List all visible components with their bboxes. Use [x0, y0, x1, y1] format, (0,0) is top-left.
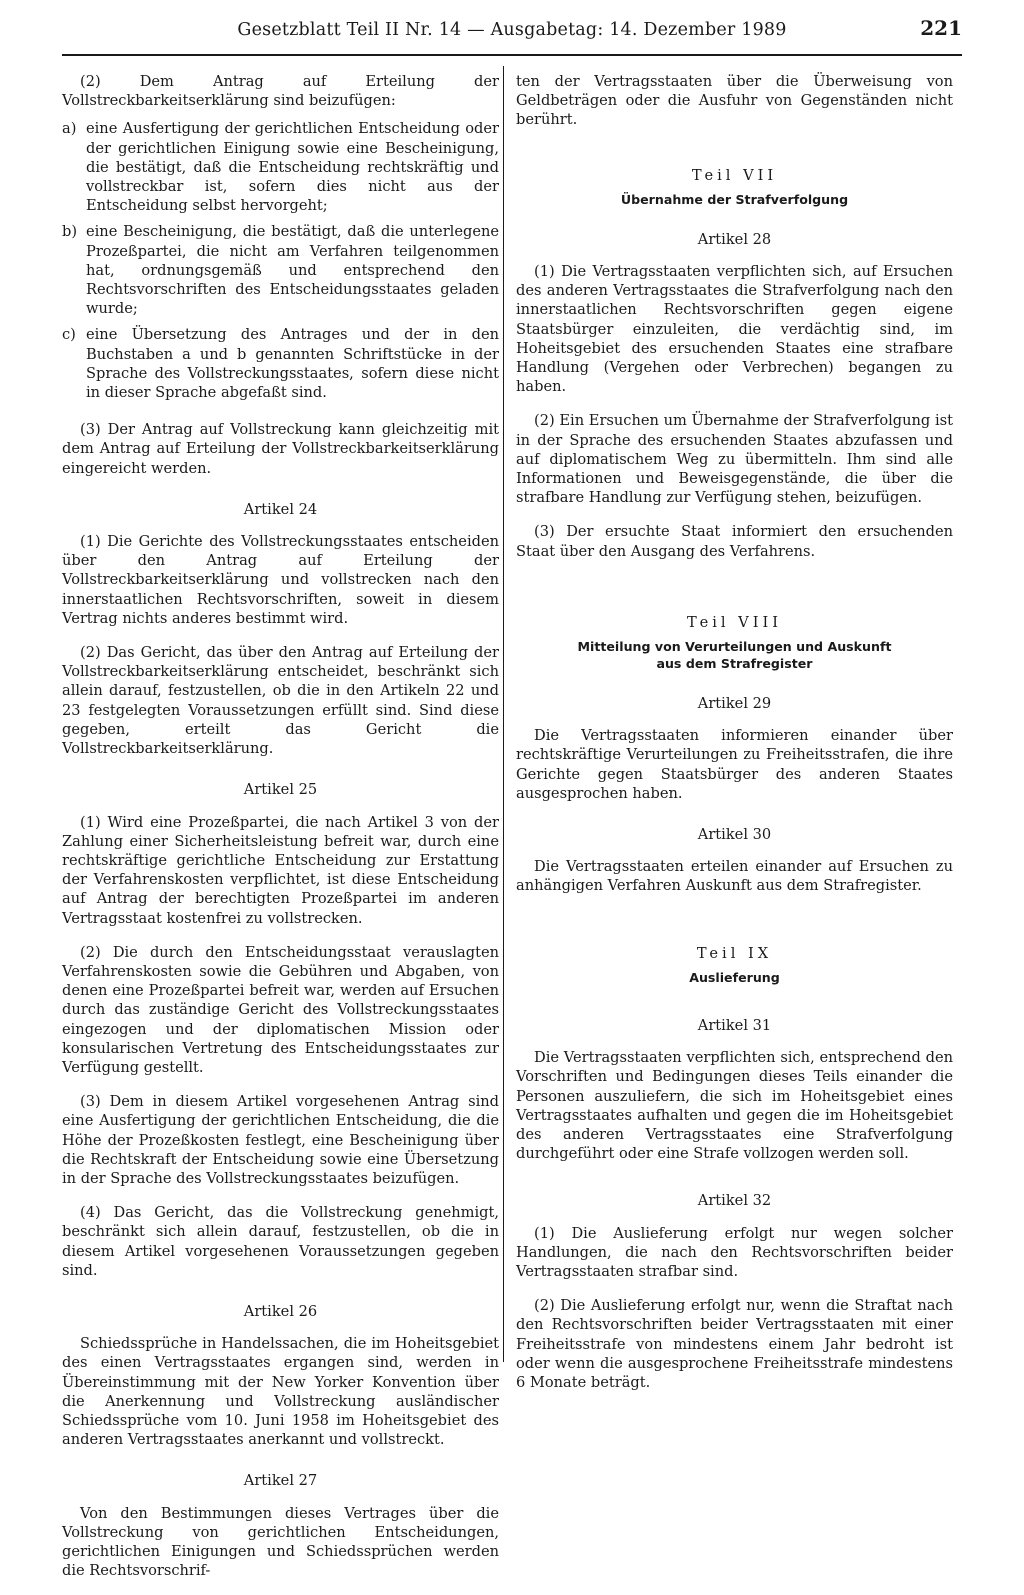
paragraph: (2) Das Gericht, das über den Antrag auf Erteilung der Vollstreckbarkeitserklärung entscheidet, beschränkt sich allein darauf, festzustellen, ob die in den Artikeln 22 und 23 festgelegten Voraussetzungen erfüllt sind. Sind diese gegeben, erteilt das Gericht die Vollstreckbarkeitserklärung. [62, 644, 499, 758]
paragraph: (3) Der Antrag auf Vollstreckung kann gleichzeitig mit dem Antrag auf Erteilung der Vollstreckbarkeitserklärung eingereicht werden. [62, 421, 499, 477]
article-heading: Artikel 27 [243, 1472, 318, 1490]
article-heading: Artikel 28 [697, 230, 772, 248]
paragraph: (3) Der ersuchte Staat informiert den ersuchenden Staat über den Ausgang des Verfahrens. [516, 523, 953, 560]
paragraph: (1) Wird eine Prozeßpartei, die nach Artikel 3 von der Zahlung einer Sicherheitsleistung befreit war, durch eine rechtskräftige gerichtliche Entscheidung zur Erstattung der Verfahrenskosten verpflichtet, ist diese Entscheidung auf Antrag der berechtigten Prozeßpartei im anderen Vertragsstaat kostenfrei zu vollstrecken. [62, 813, 499, 927]
part-title [516, 638, 953, 672]
part-heading: Teil IX [696, 944, 773, 962]
list-text: eine Ausfertigung der gerichtlichen Entscheidung oder der gerichtlichen Einigung sowie eine Bescheinigung, die bestätigt, daß die Entscheidung rechtskräftig und vollstreckbar ist, sofern dies nicht aus der Entscheidung selbst hervorgeht; [86, 120, 499, 215]
list-item [62, 325, 499, 402]
left-column [62, 72, 499, 1595]
paragraph: (2) Dem Antrag auf Erteilung der Vollstreckbarkeitserklärung sind beizufügen: [62, 73, 499, 110]
list-item [62, 119, 499, 215]
paragraph: (1) Die Vertragsstaaten verpflichten sich, auf Ersuchen des anderen Vertragsstaates die Strafverfolgung nach den innerstaatlichen Rechtsvorschriften gegen eigene Staatsbürger einzuleiten, die verdächtig sind, im Hoheitsgebiet des ersuchenden Staates eine strafbare Handlung (Vergehen oder Verbrechen) begangen zu haben. [516, 263, 953, 396]
paragraph: ten der Vertragsstaaten über die Überweisung von Geldbeträgen oder die Ausfuhr von Gegenständen nicht berührt. [516, 73, 953, 129]
paragraph: Die Vertragsstaaten informieren einander über rechtskräftige Verurteilungen zu Freiheitsstrafen, die ihre Gerichte gegen Staatsbürger des anderen Staates ausgesprochen haben. [516, 727, 953, 802]
article-heading: Artikel 32 [697, 1192, 772, 1210]
part-heading: Teil VIII [686, 613, 783, 631]
list-label: c) [62, 326, 76, 344]
list-label: b) [62, 223, 78, 241]
part-heading: Teil VII [691, 166, 778, 184]
article-heading: Artikel 25 [243, 781, 318, 799]
paragraph: (3) Dem in diesem Artikel vorgesehenen Antrag sind eine Ausfertigung der gerichtlichen Entscheidung, die die Höhe der Prozeßkosten festlegt, eine Bescheinigung über die Rechtskraft der Entscheidung sowie eine Übersetzung in der Sprache des Vollstreckungsstaates beizufügen. [62, 1093, 499, 1187]
paragraph: (2) Die Auslieferung erfolgt nur, wenn die Straftat nach den Rechtsvorschriften beider Vertragsstaaten mit einer Freiheitsstrafe von mindestens einem Jahr bedroht ist oder wenn die ausgesprochene Freiheitsstrafe mindestens 6 Monate beträgt. [516, 1297, 953, 1391]
paragraph: (2) Ein Ersuchen um Übernahme der Strafverfolgung ist in der Sprache des ersuchenden Staates abzufassen und auf diplomatischem Weg zu übermitteln. Ihm sind alle Informationen und Beweisgegenstände, die über die strafbare Handlung zur Verfügung stehen, beizufügen. [516, 412, 953, 507]
list-text: eine Übersetzung des Antrages und der in den Buchstaben a und b genannten Schriftstücke in der Sprache des Vollstreckungsstaates, sofern diese nicht in dieser Sprache abgefaßt sind. [86, 326, 499, 402]
part-title: Übernahme der Strafverfolgung [620, 191, 849, 207]
list-item [62, 222, 499, 318]
list-text: eine Bescheinigung, die bestätigt, daß die unterlegene Prozeßpartei, die nicht am Verfahren teilgenommen hat, ordnungsgemäß und entsprechend den Rechtsvorschriften des Entscheidungsstaates geladen wurde; [86, 223, 499, 318]
paragraph: Schiedssprüche in Handelssachen, die im Hoheitsgebiet des einen Vertragsstaates ergangen sind, werden in Übereinstimmung mit der New Yorker Konvention über die Anerkennung und Vollstreckung ausländischer Schiedssprüche vom 10. Juni 1958 im Hoheitsgebiet des anderen Vertragsstaates anerkannt und vollstreckt. [62, 1335, 499, 1449]
page-number: 221 [920, 16, 962, 40]
article-heading: Artikel 29 [697, 695, 772, 713]
article-heading: Artikel 26 [243, 1302, 318, 1320]
page-header [62, 12, 962, 56]
paragraph: (1) Die Auslieferung erfolgt nur wegen solcher Handlungen, die nach den Rechtsvorschriften beider Vertragsstaaten strafbar sind. [516, 1224, 953, 1280]
header-title: Gesetzblatt Teil II Nr. 14 — Ausgabetag: 14. Dezember 1989 [237, 20, 787, 40]
part-title-line: Mitteilung von Verurteilungen und Auskunft [577, 639, 892, 655]
list-label: a) [62, 120, 77, 138]
paragraph: Die Vertragsstaaten erteilen einander auf Ersuchen zu anhängigen Verfahren Auskunft aus dem Strafregister. [516, 858, 953, 895]
column-divider [503, 66, 504, 1362]
part-title: Auslieferung [689, 969, 780, 985]
article-heading: Artikel 24 [243, 500, 318, 518]
paragraph: (4) Das Gericht, das die Vollstreckung genehmigt, beschränkt sich allein darauf, festzustellen, ob die in diesem Artikel vorgesehenen Voraussetzungen gegeben sind. [62, 1204, 499, 1279]
attachment-list [62, 119, 499, 402]
article-heading: Artikel 31 [697, 1016, 772, 1034]
part-title-line: aus dem Strafregister [656, 656, 813, 672]
paragraph: (2) Die durch den Entscheidungsstaat verauslagten Verfahrenskosten sowie die Gebühren und Abgaben, von denen eine Prozeßpartei befreit war, werden auf Ersuchen durch das zuständige Gericht des Vollstreckungsstaates eingezogen und der diplomatischen Mission oder konsularischen Vertretung des Entscheidungsstaates zur Verfügung gestellt. [62, 943, 499, 1076]
paragraph: Von den Bestimmungen dieses Vertrages über die Vollstreckung von gerichtlichen Entscheidungen, gerichtlichen Einigungen und Schiedssprüchen werden die Rechtsvorschrif- [62, 1504, 499, 1580]
paragraph: (1) Die Gerichte des Vollstreckungsstaates entscheiden über den Antrag auf Erteilung der Vollstreckbarkeitserklärung und vollstrecken nach den innerstaatlichen Rechtsvorschriften, soweit in diesem Vertrag nichts anderes bestimmt wird. [62, 533, 499, 627]
article-heading: Artikel 30 [697, 826, 772, 844]
paragraph: Die Vertragsstaaten verpflichten sich, entsprechend den Vorschriften und Bedingungen dieses Teils einander die Personen auszuliefern, die sich im Hoheitsgebiet eines Vertragsstaates aufhalten und gegen die im Hoheitsgebiet des anderen Vertragsstaates eine Strafverfolgung durchgeführt oder eine Strafe vollzogen werden soll. [516, 1049, 953, 1163]
right-column [516, 72, 953, 1407]
